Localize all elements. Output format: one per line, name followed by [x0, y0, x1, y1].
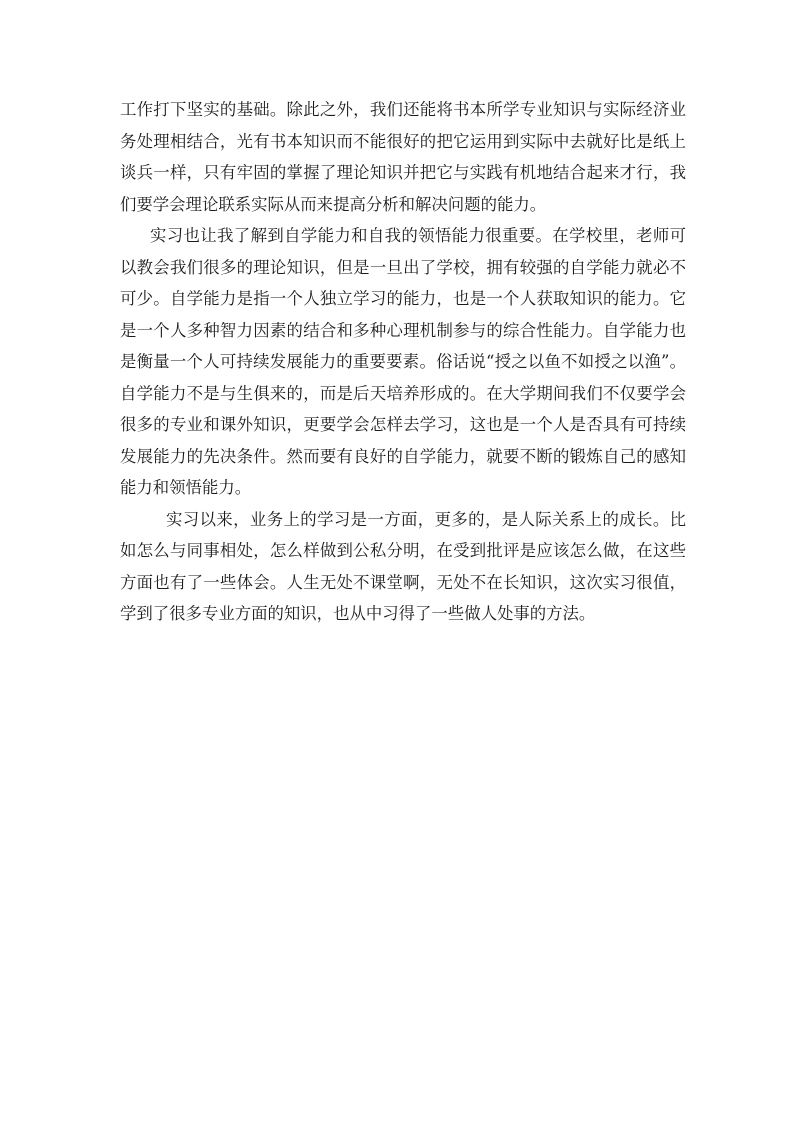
body-text [120, 94, 686, 630]
paragraph-3: 实习以来，业务上的学习是一方面，更多的，是人际关系上的成长。比如怎么与同事相处，怎么样做到公私分明，在受到批评是应该怎么做，在这些方面也有了一些体会。人生无处不课堂啊，无处不在长知识，这次实习很值，学到了很多专业方面的知识，也从中习得了一些做人处事的方法。 [120, 509, 686, 623]
paragraph-1: 工作打下坚实的基础。除此之外，我们还能将书本所学专业知识与实际经济业务处理相结合，光有书本知识而不能很好的把它运用到实际中去就好比是纸上谈兵一样，只有牢固的掌握了理论知识并把它与实践有机地结合起来才行，我们要学会理论联系实际从而来提高分析和解决问题的能力。 [120, 100, 686, 214]
paragraph-2: 实习也让我了解到自学能力和自我的领悟能力很重要。在学校里，老师可以教会我们很多的理论知识，但是一旦出了学校，拥有较强的自学能力就必不可少。自学能力是指一个人独立学习的能力，也是一个人获取知识的能力。它是一个人多种智力因素的结合和多种心理机制参与的综合性能力。自学能力也是衡量一个人可持续发展能力的重要要素。俗话说“授之以鱼不如授之以渔”。自学能力不是与生俱来的，而是后天培养形成的。在大学期间我们不仅要学会很多的专业和课外知识，更要学会怎样去学习，这也是一个人是否具有可持续发展能力的先决条件。然而要有良好的自学能力，就要不断的锻炼自己的感知能力和领悟能力。 [120, 226, 686, 497]
